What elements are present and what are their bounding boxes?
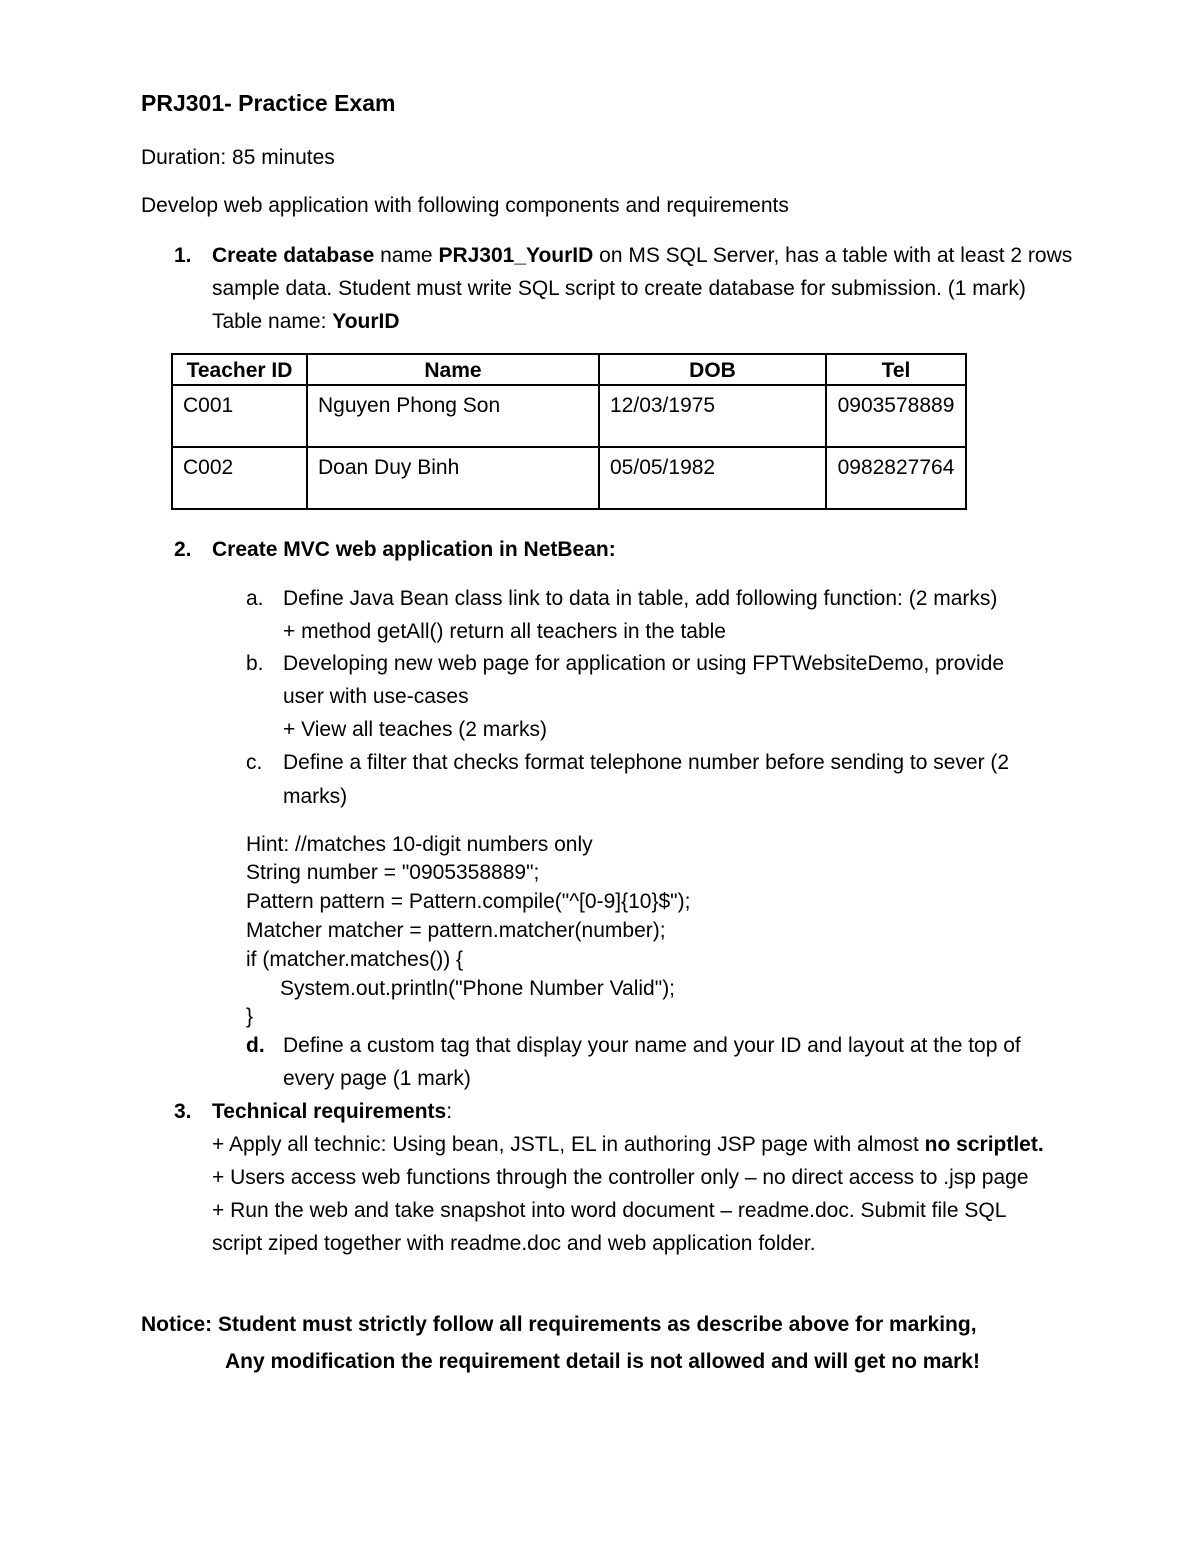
hint-line: Matcher matcher = pattern.matcher(number); xyxy=(246,919,666,942)
cell-teacher-id: C001 xyxy=(172,385,307,447)
q3-line1-text: + Apply all technic: Using bean, JSTL, EL in authoring JSP page with almost xyxy=(212,1133,925,1156)
q3-line4: script ziped together with readme.doc and web application folder. xyxy=(212,1232,816,1255)
q3-line3: + Run the web and take snapshot into word document – readme.doc. Submit file SQL xyxy=(212,1199,1007,1222)
table-row xyxy=(172,385,966,447)
cell-tel: 0903578889 xyxy=(826,385,966,447)
q1-number: 1. xyxy=(174,244,192,267)
q2b-letter: b. xyxy=(246,652,264,675)
q2b-line3: + View all teaches (2 marks) xyxy=(283,718,547,741)
q2c-line2: marks) xyxy=(283,785,348,808)
cell-dob: 12/03/1975 xyxy=(599,385,826,447)
notice-line2: Any modification the requirement detail is not allowed and will get no mark! xyxy=(225,1350,980,1373)
q3-colon: : xyxy=(446,1100,453,1123)
q1-create-bold: Create database xyxy=(212,244,375,267)
cell-tel: 0982827764 xyxy=(826,447,966,509)
q3-line1 xyxy=(212,1134,1044,1155)
q3-line2: + Users access web functions through the controller only – no direct access to .jsp page xyxy=(212,1166,1029,1189)
q1-table-label: Table name: xyxy=(212,310,333,333)
q3-number: 3. xyxy=(174,1100,192,1123)
hint-line: String number = "0905358889"; xyxy=(246,861,540,884)
cell-dob: 05/05/1982 xyxy=(599,447,826,509)
notice-line1: Notice: Student must strictly follow all requirements as describe above for marking, xyxy=(141,1313,977,1336)
q2d-line1: Define a custom tag that display your name and your ID and layout at the top of xyxy=(283,1034,1021,1057)
q3-line1-end: . xyxy=(1037,1133,1044,1156)
q3-heading-line xyxy=(212,1101,452,1122)
duration-text: Duration: 85 minutes xyxy=(141,146,335,169)
hint-line: if (matcher.matches()) { xyxy=(246,948,464,971)
q2b-line1: Developing new web page for application or using FPTWebsiteDemo, provide xyxy=(283,652,1005,675)
q2c-line1: Define a filter that checks format telephone number before sending to sever (2 xyxy=(283,751,1010,774)
q3-line1-bold: no scriptlet xyxy=(924,1133,1038,1156)
hint-line: Hint: //matches 10-digit numbers only xyxy=(246,833,593,856)
hint-line: Pattern pattern = Pattern.compile("^[0-9]{10}$"); xyxy=(246,890,691,913)
cell-name: Nguyen Phong Son xyxy=(307,385,599,447)
header-tel: Tel xyxy=(826,354,966,385)
hint-line: } xyxy=(246,1005,254,1028)
q1-line2: sample data. Student must write SQL script to create database for submission. (1 mark) xyxy=(212,277,1026,300)
header-dob: DOB xyxy=(599,354,826,385)
q2d-line2: every page (1 mark) xyxy=(283,1067,471,1090)
q1-line1 xyxy=(212,245,1072,266)
table-row xyxy=(172,447,966,509)
header-teacher-id: Teacher ID xyxy=(172,354,307,385)
table-header-row xyxy=(172,354,966,385)
q3-heading: Technical requirements xyxy=(212,1100,447,1123)
q1-name-text: name xyxy=(374,244,439,267)
q1-rest-text: on MS SQL Server, has a table with at least 2 rows xyxy=(593,244,1073,267)
hint-line: System.out.println("Phone Number Valid"); xyxy=(280,977,676,1000)
q2d-letter: d. xyxy=(246,1034,265,1057)
q2a-letter: a. xyxy=(246,587,264,610)
q2b-line2: user with use-cases xyxy=(283,685,469,708)
teachers-table xyxy=(171,353,967,510)
q2-heading: Create MVC web application in NetBean: xyxy=(212,538,616,561)
cell-name: Doan Duy Binh xyxy=(307,447,599,509)
q1-table-name: YourID xyxy=(332,310,400,333)
header-name: Name xyxy=(307,354,599,385)
cell-teacher-id: C002 xyxy=(172,447,307,509)
q2-number: 2. xyxy=(174,538,192,561)
q2a-line1: Define Java Bean class link to data in table, add following function: (2 marks) xyxy=(283,587,998,610)
page-title: PRJ301- Practice Exam xyxy=(141,90,396,116)
q2a-line2: + method getAll() return all teachers in the table xyxy=(283,620,726,643)
q2c-letter: c. xyxy=(246,751,263,774)
q1-dbname-bold: PRJ301_YourID xyxy=(438,244,594,267)
q1-table-line xyxy=(212,311,400,332)
intro-text: Develop web application with following components and requirements xyxy=(141,194,789,217)
